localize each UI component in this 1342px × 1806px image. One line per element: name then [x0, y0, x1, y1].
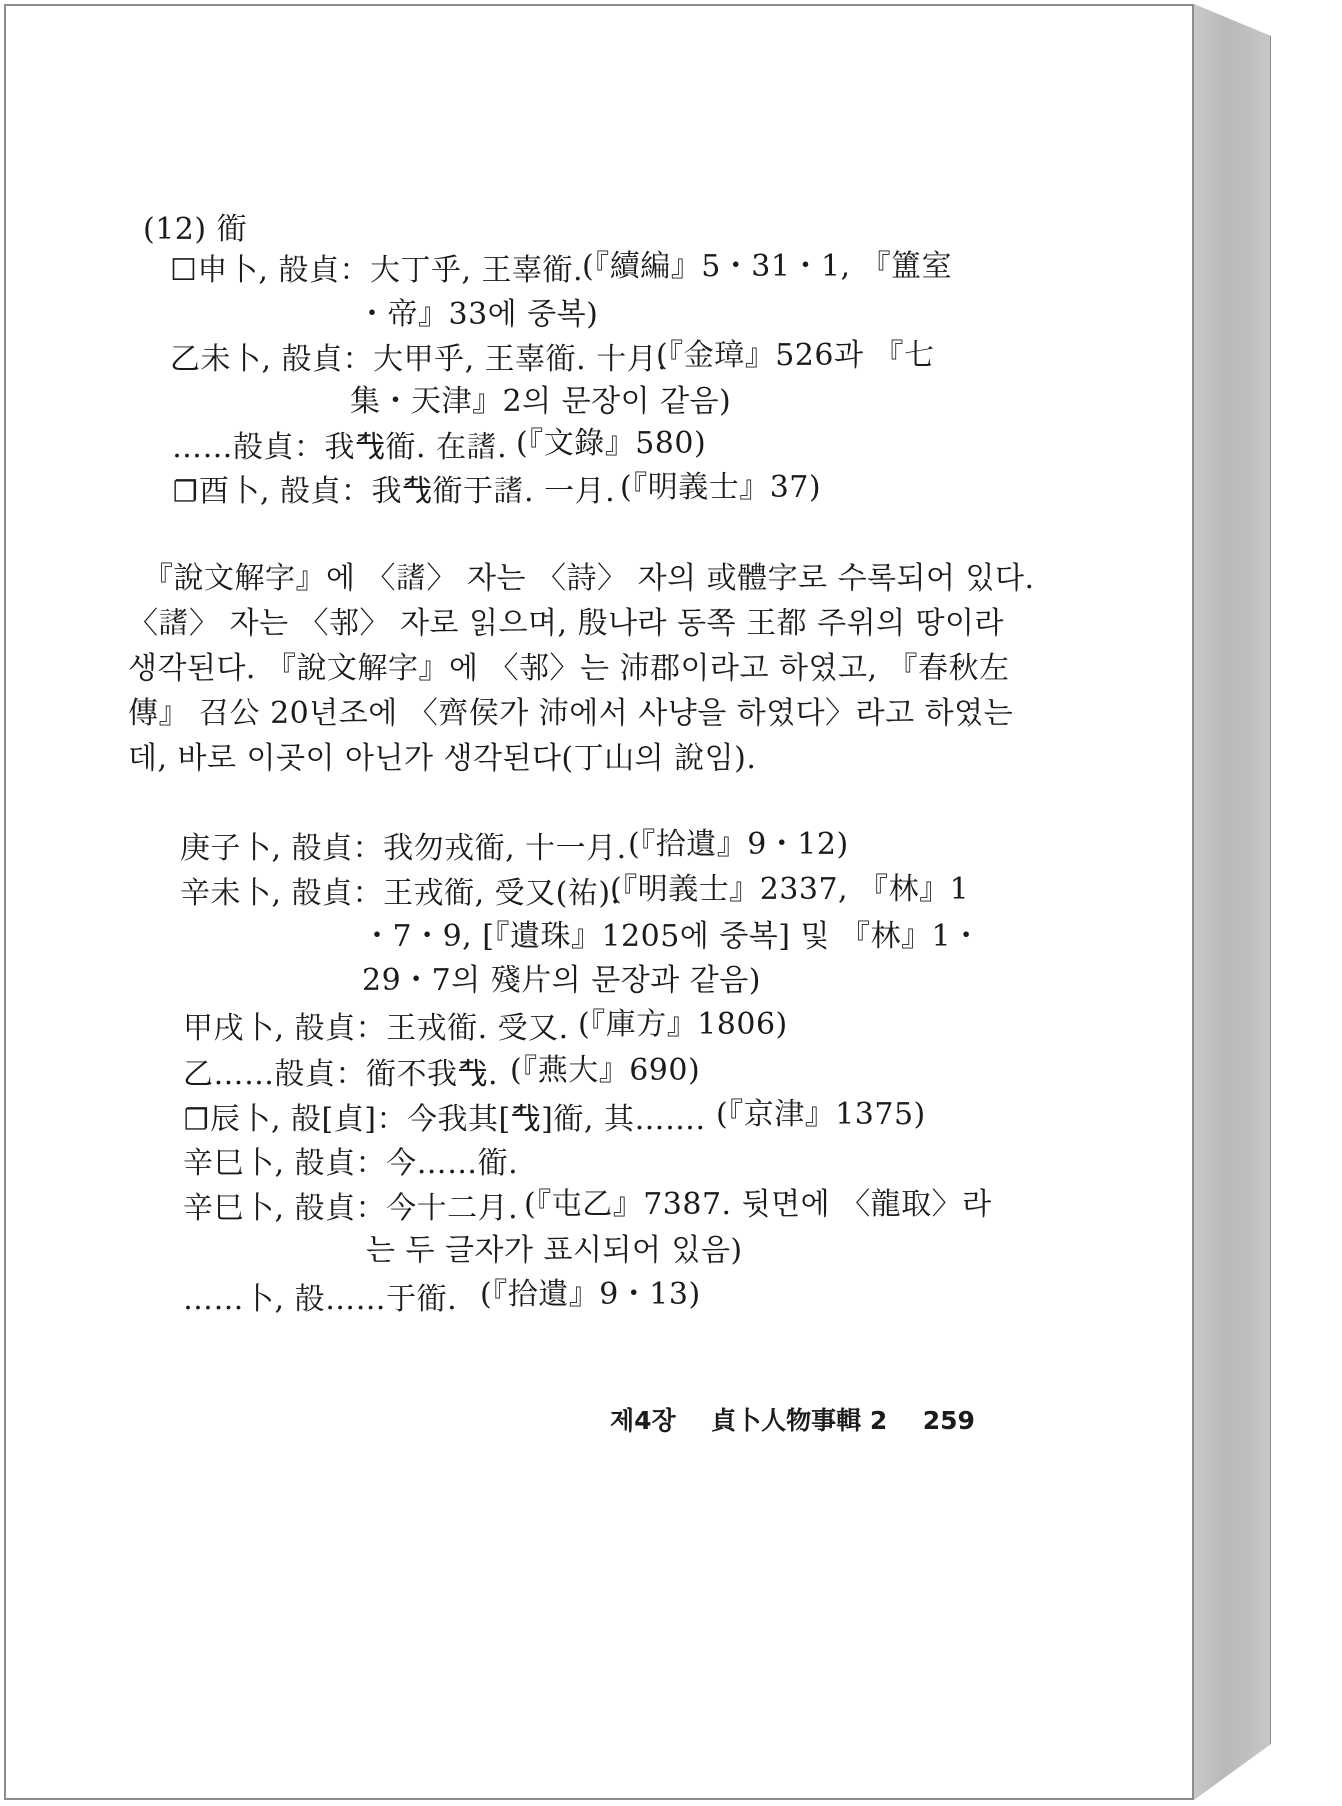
- inscription-reference: (『金璋』526과 『七: [656, 338, 935, 373]
- inscription-reference: (『文錄』580): [516, 426, 707, 461]
- inscription-reference: ・帝』33에 중복): [357, 297, 599, 332]
- inscription-reference: (『明義士』37): [620, 470, 822, 505]
- page-footer: [610, 1401, 975, 1437]
- inscription-line: 甲戌卜, 㱿貞：王戎衜. 受又.: [183, 1011, 569, 1046]
- inscription-reference: ・7・9, [『遺珠』1205에 중복] 및 『林』1・: [362, 919, 982, 954]
- page-number: 259: [922, 1406, 975, 1435]
- inscription-line: 辛未卜, 㱿貞：王戎衜, 受又(祐).: [180, 876, 621, 911]
- paragraph-line: 데, 바로 이곳이 아닌가 생각된다(丁山의 說임).: [128, 741, 757, 776]
- inscription-reference: (『燕大』690): [510, 1053, 701, 1088]
- inscription-reference: (『拾遺』9・13): [480, 1277, 701, 1312]
- inscription-reference: (『拾遺』9・12): [628, 827, 849, 862]
- running-title: 貞卜人物事輯 2: [711, 1406, 888, 1435]
- paragraph-line: 『說文解字』에 〈𧪡〉 자는 〈詩〉 자의 或體字로 수록되어 있다.: [143, 561, 1035, 596]
- inscription-reference: (『續編』5・31・1, 『簠室: [582, 249, 953, 284]
- paragraph-line: 〈𧪡〉 자는 〈邿〉 자로 읽으며, 殷나라 동쪽 王都 주위의 땅이라: [128, 606, 1005, 641]
- inscription-line: 辛巳卜, 㱿貞：今十二月.: [183, 1191, 519, 1226]
- paragraph-line: 생각된다. 『說文解字』에 〈邿〉는 沛郡이라고 하였고, 『春秋左: [128, 651, 1010, 686]
- inscription-line: 乙……㱿貞：衜不我𢦔.: [183, 1057, 499, 1092]
- inscription-line: ……卜, 㱿……于衜.: [183, 1282, 458, 1317]
- inscription-reference: (『京津』1375): [716, 1097, 926, 1132]
- inscription-reference: 29・7의 殘片의 문장과 같음): [362, 963, 761, 998]
- inscription-line: ☐辰卜, 㱿[貞]：今我其[𢦔]衜, 其…….: [183, 1102, 706, 1137]
- inscription-reference: 集・天津』2의 문장이 같음): [350, 384, 732, 419]
- inscription-line: ☐申卜, 㱿貞：大丁乎, 王辜衜.: [170, 253, 584, 288]
- paragraph-line: 傳』 召公 20년조에 〈齊侯가 沛에서 사냥을 하였다〉라고 하였는: [128, 696, 1014, 731]
- chapter-label: 제4장: [610, 1406, 676, 1435]
- inscription-reference: (『明義士』2337, 『林』1: [610, 872, 970, 907]
- inscription-line: ……㱿貞：我𢦔衜. 在𧪡.: [172, 430, 508, 465]
- inscription-reference: 는 두 글자가 표시되어 있음): [366, 1233, 743, 1268]
- section-heading: (12) 衜: [143, 212, 248, 247]
- book-page-edge: [1194, 4, 1271, 1800]
- inscription-line: 庚子卜, 㱿貞：我勿戎衜, 十一月.: [180, 831, 627, 866]
- inscription-line: 辛巳卜, 㱿貞：今……衜.: [183, 1146, 519, 1181]
- inscription-line: ☐酉卜, 㱿貞：我𢦔衜于𧪡. 一月.: [172, 474, 616, 509]
- inscription-reference: (『屯乙』7387. 뒷면에 〈龍取〉라: [524, 1187, 992, 1222]
- inscription-line: 乙未卜, 㱿貞：大甲乎, 王辜衜. 十月.: [170, 342, 668, 377]
- inscription-reference: (『庫方』1806): [578, 1007, 788, 1042]
